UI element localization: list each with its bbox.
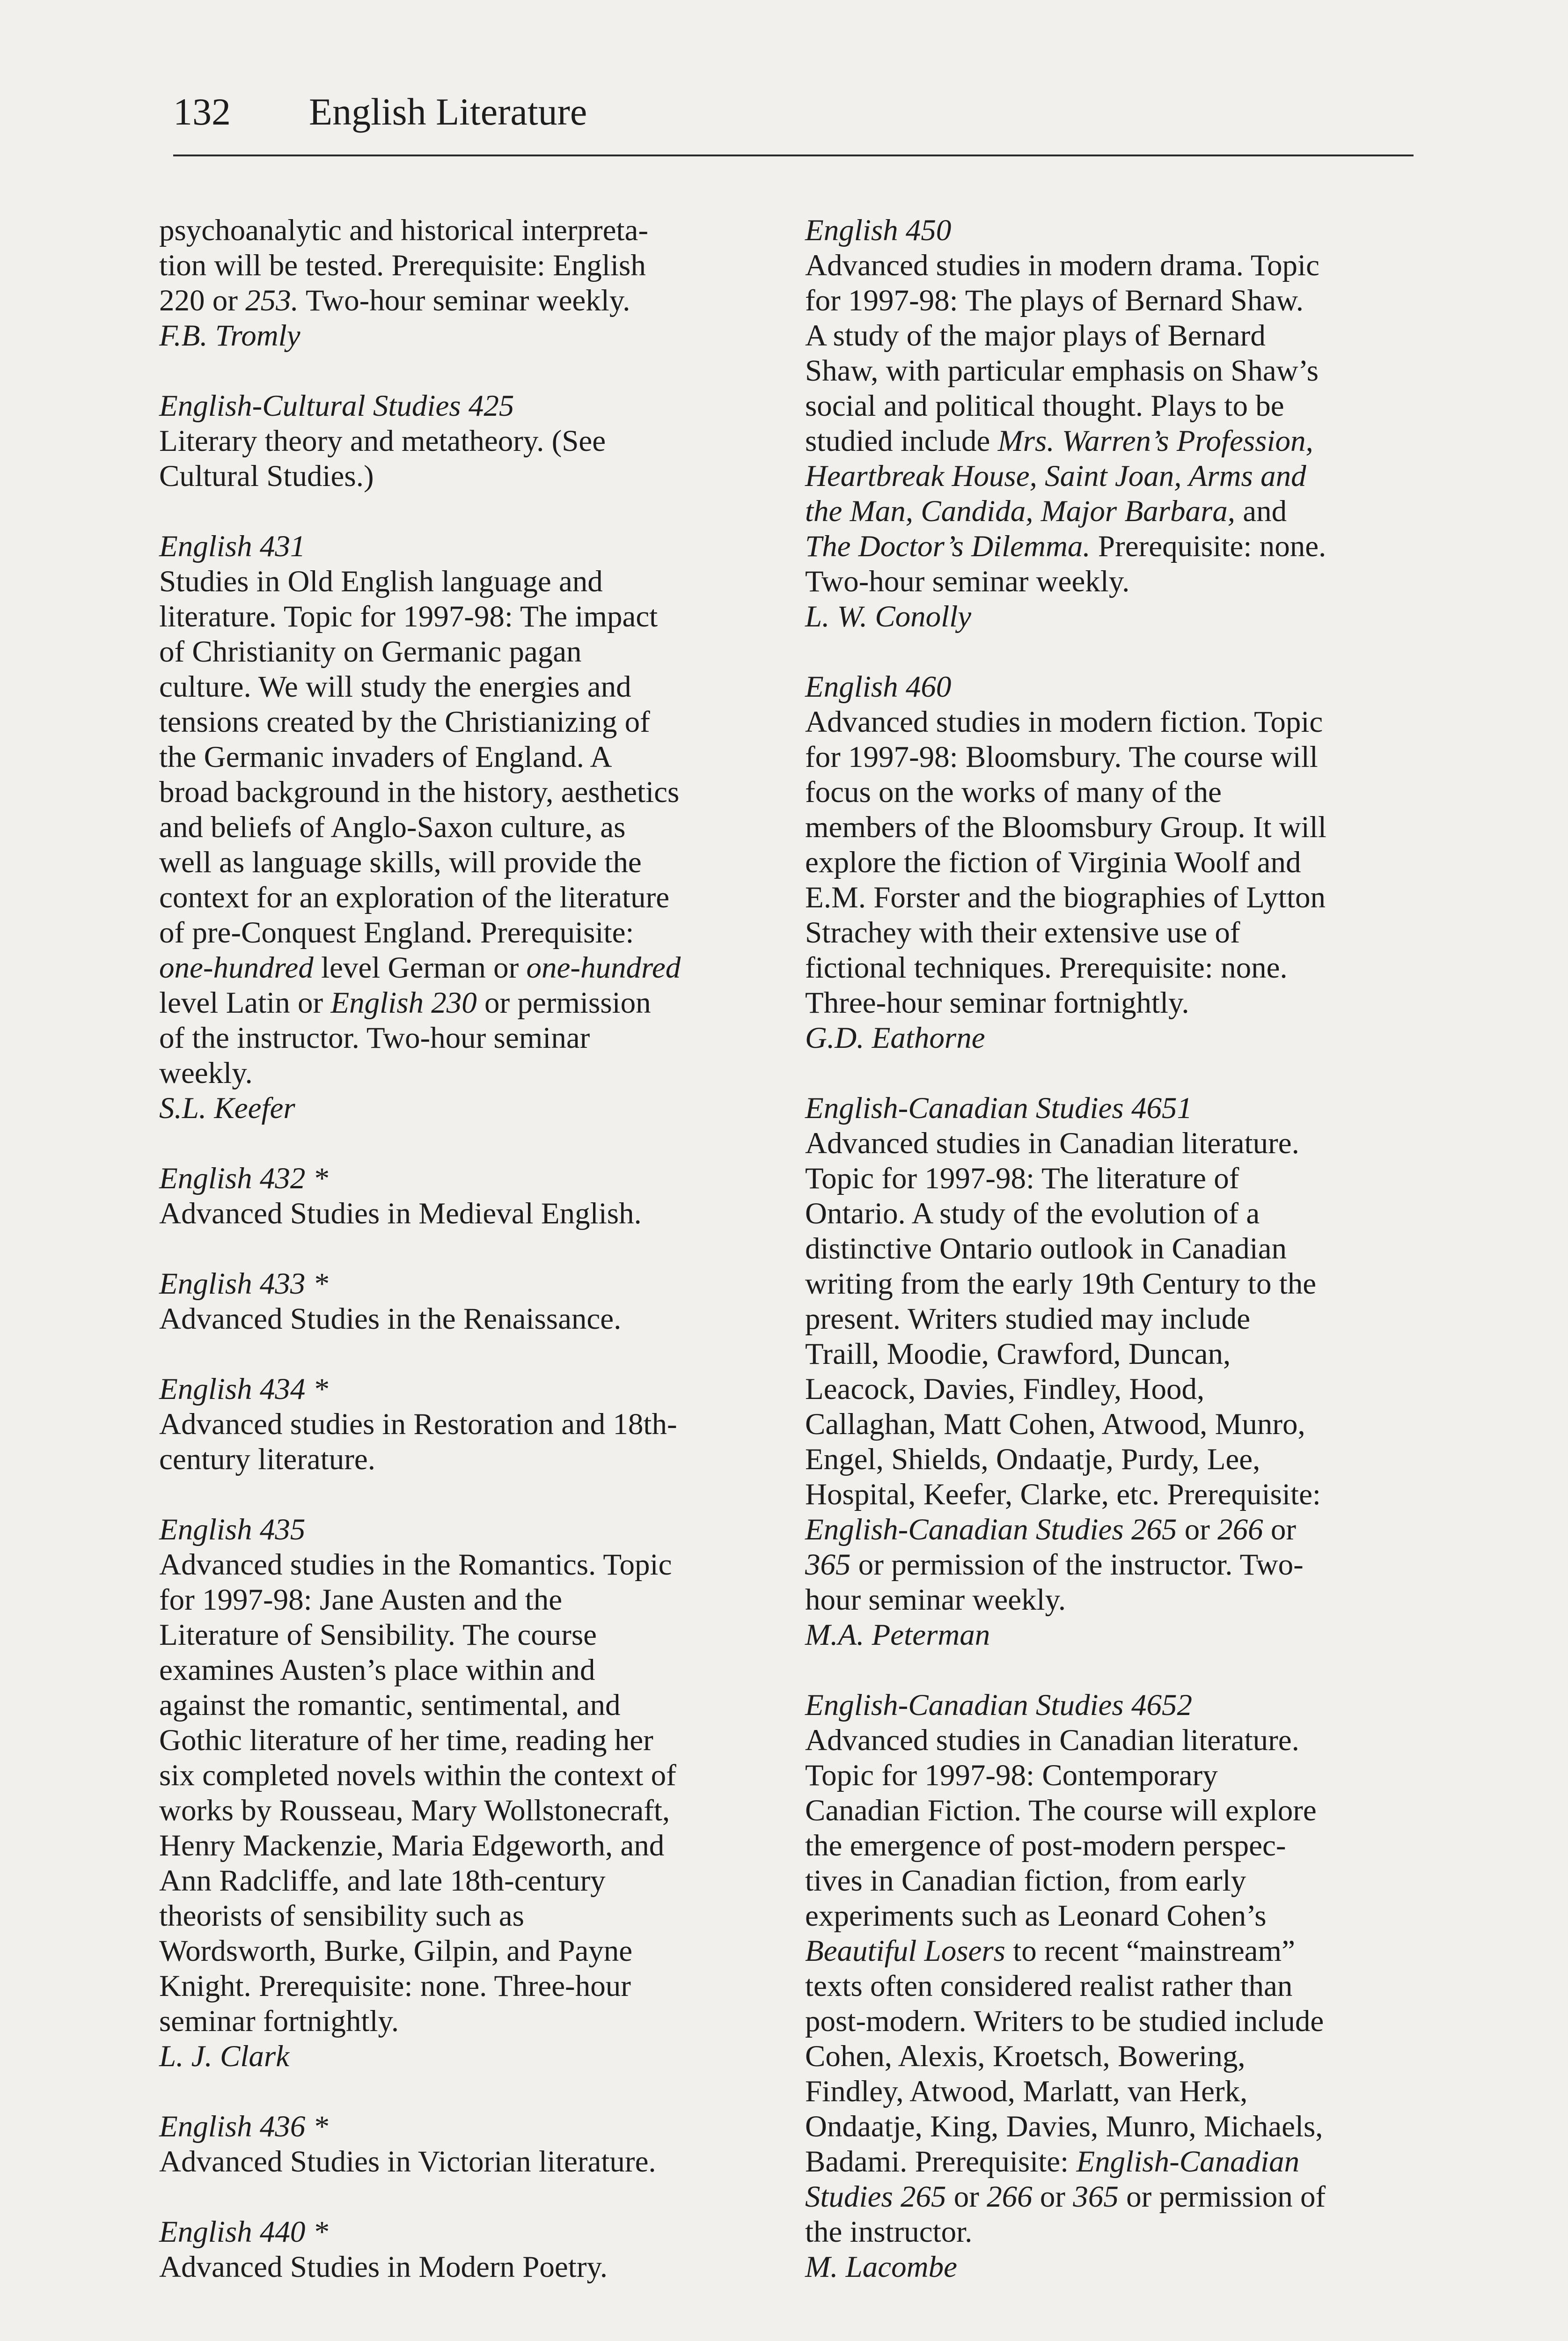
section-title: English Literature: [309, 90, 587, 133]
course-code: English-Cultural Studies 425: [159, 389, 514, 423]
course-entry: [159, 1266, 763, 1337]
course-description: Advanced studies in Canadian literature. Topic for 1997-98: The literature of Ontario. A study of the evolution of a distinctive Ontario outlook in Canadian writing from the early 19th Century to the present. Writers studied may include Traill, Moodie, Crawford, Duncan, Leacock, Davies, Findley, Hood, Callaghan, Matt Cohen, Atwood, Munro, Engel, Shields, Ondaatje, Purdy, Lee, Hospital, Keefer, Clarke, etc. Prerequisite: English-Canadian Studies 265 or 266 or 365 or permission of the instructor. Two- hour seminar weekly.: [805, 1126, 1321, 1617]
course-instructor: L. W. Conolly: [805, 600, 972, 633]
course-description: Advanced Studies in Modern Poetry.: [159, 2250, 608, 2284]
course-description: Advanced Studies in the Renaissance.: [159, 1302, 622, 1336]
course-description: Advanced studies in the Romantics. Topic for 1997-98: Jane Austen and the Literature of Sensibility. The course examines Austen’s place within and against the romantic, sentimental, and Gothic literature of her time, reading her six completed novels within the context of works by Rousseau, Mary Wollstonecraft, Henry Mackenzie, Maria Edgeworth, and Ann Radcliffe, and late 18th-century theorists of sensibility such as Wordsworth, Burke, Gilpin, and Payne Knight. Prerequisite: none. Three-hour seminar fortnightly.: [159, 1548, 676, 2038]
course-code: English 436 *: [159, 2110, 329, 2143]
course-code: English 432 *: [159, 1162, 329, 1195]
course-entry: [805, 1688, 1423, 2285]
page-number: 132: [173, 90, 231, 133]
course-instructor: F.B. Tromly: [159, 319, 300, 353]
course-entry: [159, 1161, 763, 1231]
course-entry: [159, 2109, 763, 2179]
course-code: English 460: [805, 670, 952, 704]
course-entry: [159, 1512, 763, 2074]
course-description: Studies in Old English language and literature. Topic for 1997-98: The impact of Christianity on Germanic pagan culture. We will study the energies and tensions created by the Christianizing of the Germanic invaders of England. A broad background in the history, aesthetics and beliefs of Anglo-Saxon culture, as well as language skills, will provide the context for an exploration of the literature of pre-Conquest England. Prerequisite: one-hundred level German or one-hundred level Latin or English 230 or permission of the instructor. Two-hour seminar weekly.: [159, 565, 681, 1090]
course-instructor: M. Lacombe: [805, 2250, 957, 2284]
course-instructor: L. J. Clark: [159, 2039, 290, 2073]
course-code: English-Canadian Studies 4652: [805, 1688, 1192, 1722]
course-entry: [159, 389, 763, 494]
course-entry: [159, 2215, 763, 2285]
course-description: psychoanalytic and historical interpreta- tion will be tested. Prerequisite: English 220 or 253. Two-hour seminar weekly.: [159, 213, 649, 317]
right-column: [805, 213, 1423, 2320]
course-entry: [805, 213, 1423, 634]
course-description: Advanced Studies in Victorian literature.: [159, 2145, 656, 2179]
course-instructor: S.L. Keefer: [159, 1091, 295, 1125]
course-description: Advanced studies in Restoration and 18th- century literature.: [159, 1407, 677, 1476]
course-instructor: M.A. Peterman: [805, 1618, 990, 1652]
course-code: English 433 *: [159, 1267, 329, 1301]
course-code: English 431: [159, 530, 306, 563]
course-code: English 450: [805, 213, 952, 247]
course-code: English-Canadian Studies 4651: [805, 1091, 1192, 1125]
course-description: Advanced studies in modern drama. Topic for 1997-98: The plays of Bernard Shaw. A study of the major plays of Bernard Shaw, with particular emphasis on Shaw’s social and political thought. Plays to be studied include Mrs. Warren’s Profession, Heartbreak House, Saint Joan, Arms and the Man, Candida, Major Barbara, and The Doctor’s Dilemma. Prerequisite: none. Two-hour seminar weekly.: [805, 249, 1326, 598]
course-description: Literary theory and metatheory. (See Cultural Studies.): [159, 424, 606, 493]
course-description: Advanced studies in modern fiction. Topic for 1997-98: Bloomsbury. The course will focus on the works of many of the members of the Bloomsbury Group. It will explore the fiction of Virginia Woolf and E.M. Forster and the biographies of Lytton Strachey with their extensive use of fictional techniques. Prerequisite: none. Three-hour seminar fortnightly.: [805, 705, 1326, 1020]
course-entry: [159, 213, 763, 353]
course-entry: [159, 1372, 763, 1477]
course-description: Advanced studies in Canadian literature. Topic for 1997-98: Contemporary Canadian Fiction. The course will explore the emergence of post-modern perspec- tives in Canadian fiction, from early experiments such as Leonard Cohen’s Beautiful Losers to recent “mainstream” texts often considered realist rather than post-modern. Writers to be studied include Cohen, Alexis, Kroetsch, Bowering, Findley, Atwood, Marlatt, van Herk, Ondaatje, King, Davies, Munro, Michaels, Badami. Prerequisite: English-Canadian Studies 265 or 266 or 365 or permission of the instructor.: [805, 1723, 1326, 2249]
course-entry: [805, 1091, 1423, 1653]
course-entry: [805, 670, 1423, 1056]
page-header: [173, 75, 1414, 156]
course-description: Advanced Studies in Medieval English.: [159, 1197, 642, 1230]
course-instructor: G.D. Eathorne: [805, 1021, 985, 1055]
course-entry: [159, 529, 763, 1126]
course-code: English 435: [159, 1513, 306, 1546]
course-code: English 440 *: [159, 2215, 329, 2249]
course-code: English 434 *: [159, 1372, 329, 1406]
left-column: [159, 213, 763, 2320]
